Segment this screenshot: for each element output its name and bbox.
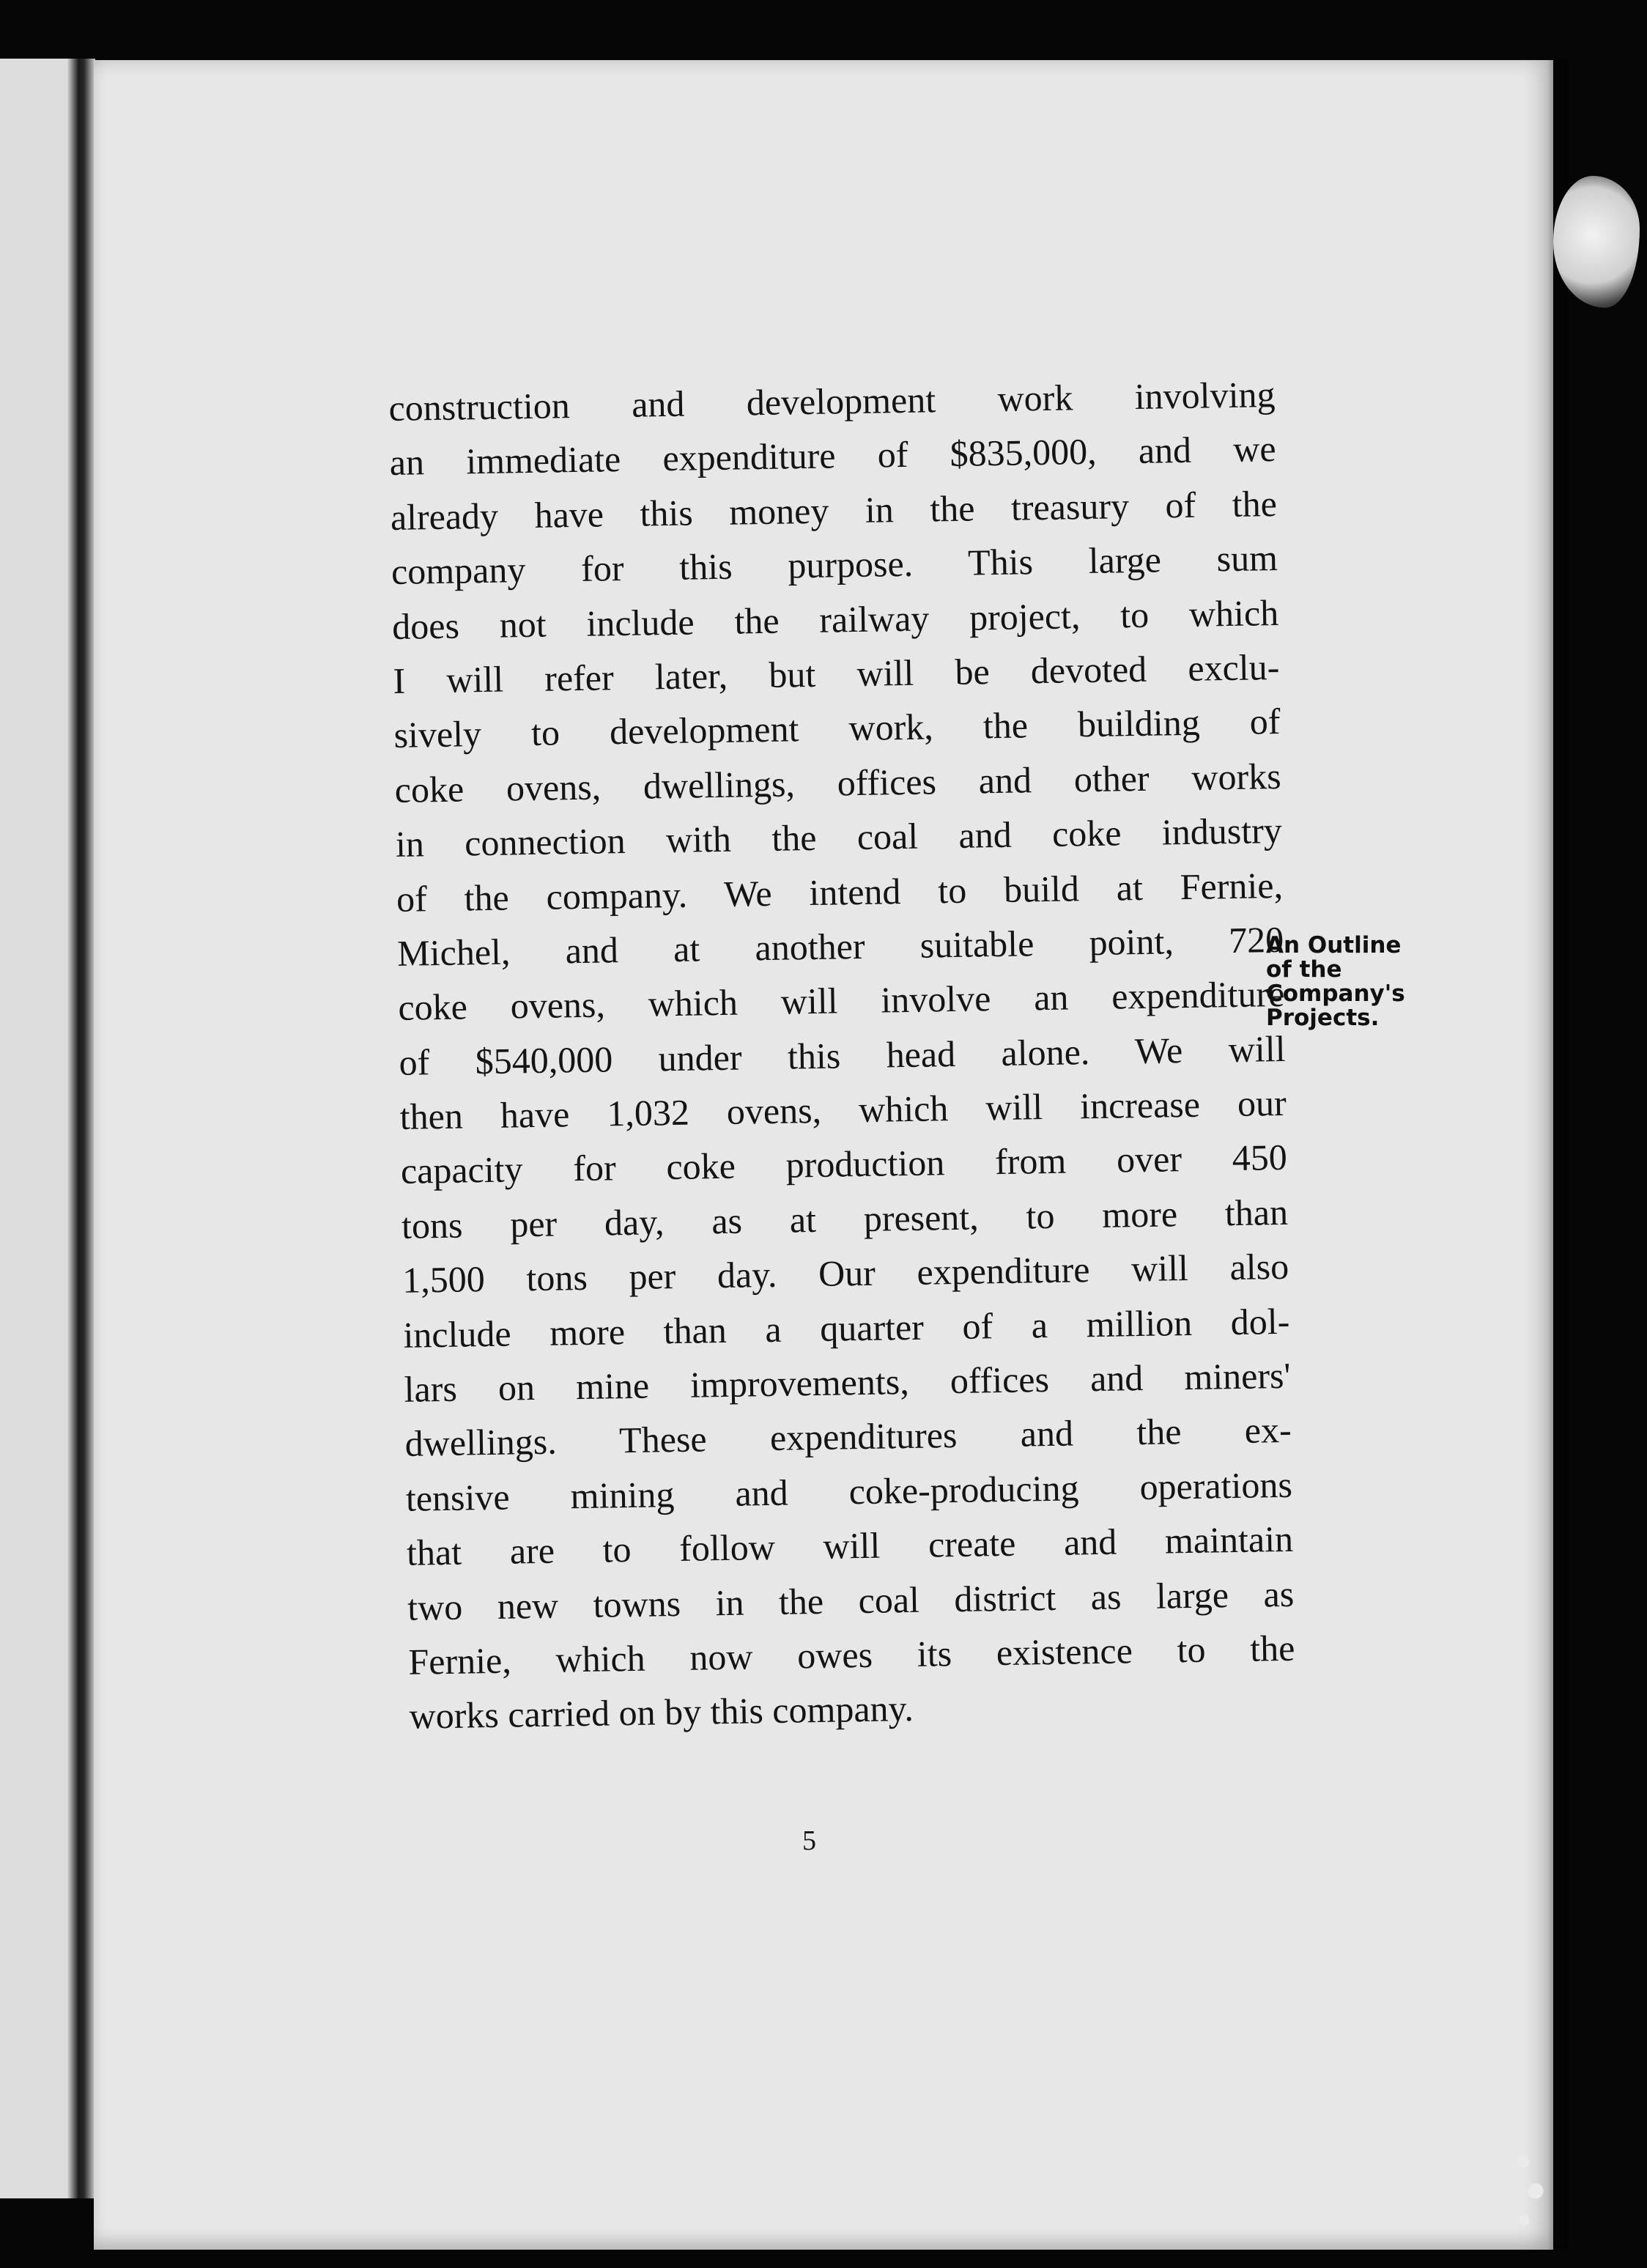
margin-note-line: of the bbox=[1266, 956, 1342, 983]
body-paragraph bbox=[388, 367, 1296, 1744]
page-edge-shadow bbox=[1547, 59, 1568, 2250]
book-gutter bbox=[67, 59, 95, 2198]
text-line: sively to development work, the building of bbox=[393, 701, 1281, 756]
text-line: tons per day, as at present, to more than bbox=[401, 1191, 1289, 1246]
text-line: an immediate expenditure of $835,000, and we bbox=[389, 428, 1277, 484]
text-line: coke ovens, which will involve an expenditure bbox=[397, 973, 1285, 1029]
margin-note-line: An Outline bbox=[1266, 932, 1402, 958]
text-line: dwellings. These expenditures and the ex- bbox=[404, 1409, 1292, 1465]
text-line: coke ovens, dwellings, offices and other works bbox=[394, 755, 1282, 810]
page-number: 5 bbox=[802, 1825, 816, 1856]
text-line: then have 1,032 ovens, which will increase our bbox=[399, 1082, 1287, 1137]
text-line: in connection with the coal and coke industry bbox=[395, 810, 1283, 865]
text-line: I will refer later, but will be devoted exclu- bbox=[392, 646, 1280, 701]
text-line: capacity for coke production from over 450 bbox=[400, 1137, 1288, 1192]
text-line: include more than a quarter of a million dol- bbox=[403, 1300, 1290, 1356]
margin-note-line: Company's bbox=[1266, 980, 1405, 1007]
text-line: Michel, and at another suitable point, 720 bbox=[396, 918, 1284, 974]
margin-note-line: Projects. bbox=[1266, 1005, 1380, 1031]
text-line: company for this purpose. This large sum bbox=[391, 537, 1278, 593]
margin-note bbox=[1266, 934, 1449, 1030]
text-line: tensive mining and coke-producing operations bbox=[405, 1463, 1293, 1519]
text-line: Fernie, which now owes its existence to the bbox=[408, 1627, 1295, 1682]
text-line: does not include the railway project, to which bbox=[391, 591, 1279, 647]
text-line: construction and development work involving bbox=[388, 373, 1276, 429]
text-line: two new towns in the coal district as large as bbox=[407, 1573, 1295, 1628]
text-line: of $540,000 under this head alone. We will bbox=[399, 1027, 1286, 1083]
text-line: that are to follow will create and maintain bbox=[406, 1518, 1294, 1574]
corner-damage-marks bbox=[1508, 2147, 1552, 2235]
text-line: works carried on by this company. bbox=[409, 1688, 914, 1737]
text-line: lars on mine improvements, offices and miners' bbox=[404, 1354, 1291, 1410]
text-line: already have this money in the treasury of the bbox=[390, 482, 1278, 538]
text-line: 1,500 tons per day. Our expenditure will also bbox=[401, 1246, 1289, 1301]
text-line: of the company. We intend to build at Fernie, bbox=[396, 864, 1284, 920]
